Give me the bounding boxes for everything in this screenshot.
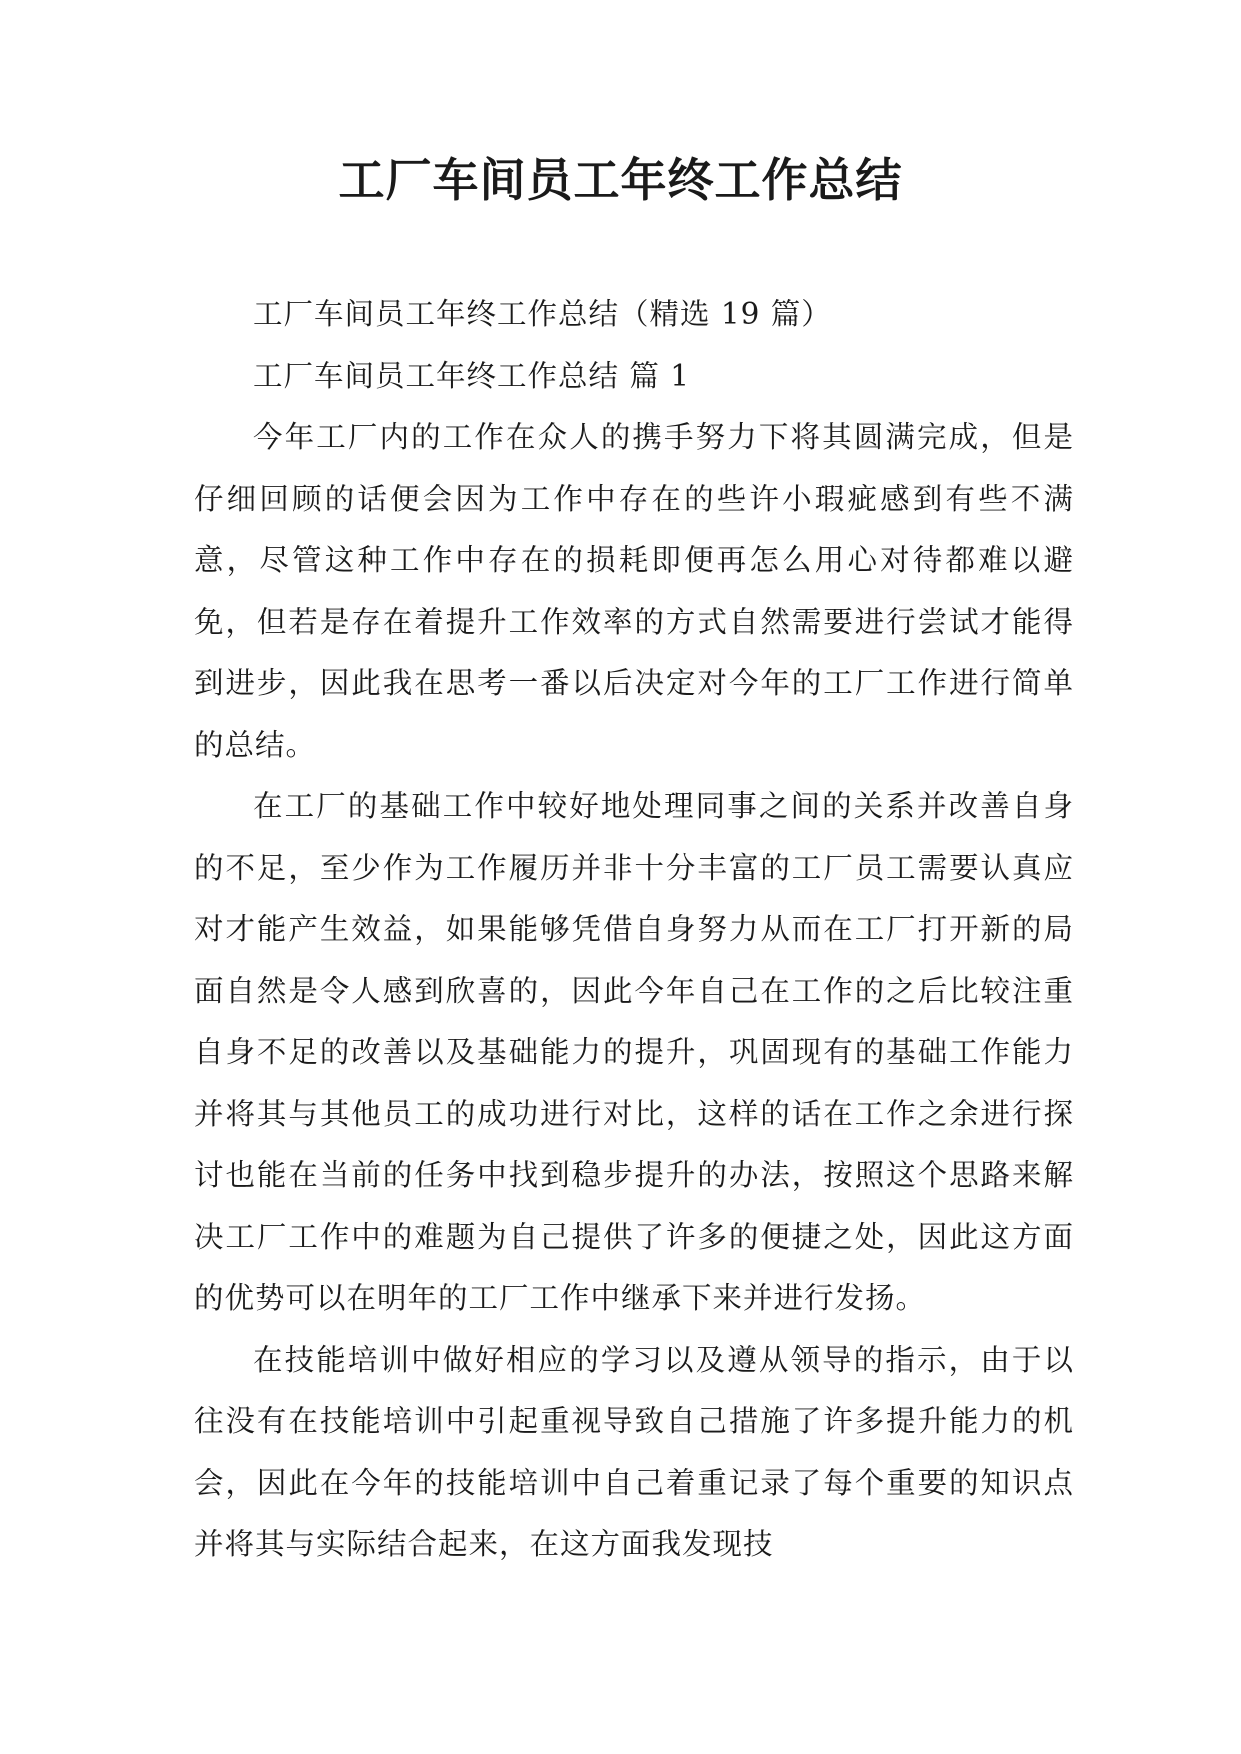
document-body (194, 284, 1074, 1576)
section-heading: 工厂车间员工年终工作总结 篇 1 (253, 358, 691, 393)
document-title: 工厂车间员工年终工作总结 (338, 153, 903, 207)
paragraph: 在工厂的基础工作中较好地处理同事之间的关系并改善自身的不足，至少作为工作履历并非十分丰富的工厂员工需要认真应对才能产生效益，如果能够凭借自身努力从而在工厂打开新的局面自然是令人感到欣喜的，因此今年自己在工作的之后比较注重自身不足的改善以及基础能力的提升，巩固现有的基础工作能力并将其与其他员工的成功进行对比，这样的话在工作之余进行探讨也能在当前的任务中找到稳步提升的办法，按照这个思路来解决工厂工作中的难题为自己提供了许多的便捷之处，因此这方面的优势可以在明年的工厂工作中继承下来并进行发扬。 (194, 789, 1074, 1315)
document-subtitle: 工厂车间员工年终工作总结（精选 19 篇） (253, 297, 832, 331)
paragraph: 今年工厂内的工作在众人的携手努力下将其圆满完成，但是仔细回顾的话便会因为工作中存在的些许小瑕疵感到有些不满意，尽管这种工作中存在的损耗即便再怎么用心对待都难以避免，但若是存在着提升工作效率的方式自然需要进行尝试才能得到进步，因此我在思考一番以后决定对今年的工厂工作进行简单的总结。 (194, 420, 1074, 762)
paragraph: 在技能培训中做好相应的学习以及遵从领导的指示，由于以往没有在技能培训中引起重视导致自己措施了许多提升能力的机会，因此在今年的技能培训中自己着重记录了每个重要的知识点并将其与实际结合起来，在这方面我发现技 (194, 1342, 1074, 1561)
